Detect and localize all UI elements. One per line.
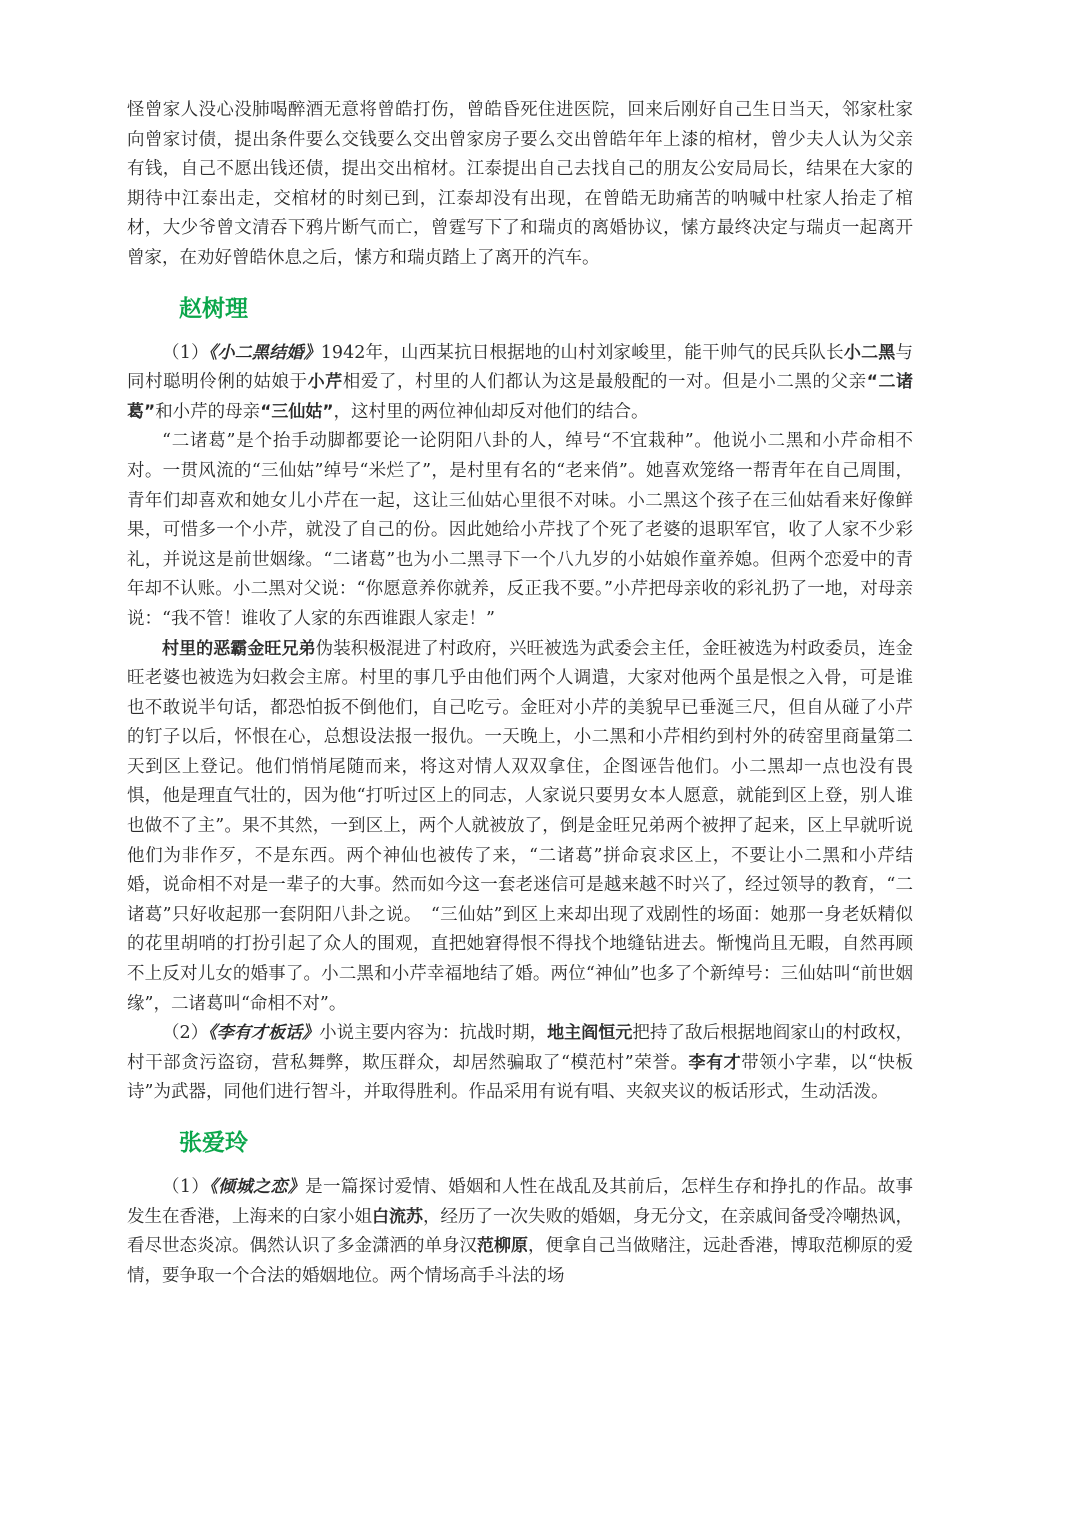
text-run: （2） [162, 1023, 209, 1044]
bold-name: 地主阎恒元 [547, 1023, 633, 1044]
text-run: ，经历了一次失败的婚姻，身无分文，在亲戚间备受冷嘲热讽，看尽世态炎凉。偶然认识了多金潇洒的单身汉 [127, 1206, 913, 1257]
paragraph-qingcheng [127, 1173, 913, 1291]
bold-title: 《倾城之恋》 [209, 1177, 306, 1197]
bold-name: 范柳原 [477, 1236, 528, 1257]
text-run: ，这村里的两位神仙却反对他们的结合。 [333, 401, 649, 422]
text-run: 与同村聪明伶俐的姑娘于 [127, 342, 914, 393]
bold-name: 白流苏 [372, 1206, 423, 1227]
text-run: 相爱了，村里的人们都认为这是最般配的一对。但是小二黑的父亲 [342, 372, 867, 393]
document-body [127, 96, 913, 1291]
bold-title: 《小二黑结婚》 [208, 342, 321, 363]
section-heading-zhang-ailing: 张爱玲 [179, 1130, 248, 1156]
text-run: 和小芹的母亲 [155, 401, 261, 422]
section-heading-zhao-shuli: 赵树理 [179, 295, 248, 322]
bold-name: 村里的恶霸金旺兄弟 [162, 638, 316, 659]
text-run: 1942年，山西某抗日根据地的山村刘家峻里，能干帅气的民兵队长 [320, 342, 844, 363]
text-run: 把持了敌后根据地阎家山的村政权，村干部贪污盗窃，营私舞弊，欺压群众，却居然骗取了“模范村”荣誉。 [127, 1023, 914, 1073]
bold-name: “二诸葛” [127, 372, 914, 422]
paragraph-jinwang [127, 635, 913, 1020]
bold-title: 《李有才板话》 [208, 1023, 320, 1044]
text-run: 带领小字辈，以“快板诗”为武器，同他们进行智斗，并取得胜利。作品采用有说有唱、夹叙夹议的板话形式，生动活泼。 [127, 1052, 913, 1103]
paragraph-xiaoerhei [127, 339, 913, 428]
bold-name: 李有才 [688, 1052, 742, 1073]
text-run: （1） [162, 342, 209, 363]
paragraph-liyoucai [127, 1019, 913, 1108]
bold-name: “三仙姑” [260, 401, 334, 422]
text-run: ，便拿自己当做赌注，远赴香港，博取范柳原的爱情，要争取一个合法的婚姻地位。两个情场高手斗法的场 [127, 1236, 913, 1286]
intro-paragraph: 怪曾家人没心没肺喝醉酒无意将曾皓打伤，曾皓昏死住进医院，回来后刚好自己生日当天，邻家杜家向曾家讨债，提出条件要么交钱要么交出曾家房子要么交出曾皓年年上漆的棺材，曾少夫人认为父亲有钱，自己不愿出钱还债，提出交出棺材。江泰提出自己去找自己的朋友公安局局长，结果在大家的期待中江泰出走，交棺材的时刻已到，江泰却没有出现，在曾皓无助痛苦的呐喊中杜家人抬走了棺材，大少爷曾文清吞下鸦片断气而亡，曾霆写下了和瑞贞的离婚协议，愫方最终决定与瑞贞一起离开曾家，在劝好曾皓休息之后，愫方和瑞贞踏上了离开的汽车。 [127, 100, 913, 268]
text-run: 伪装积极混进了村政府，兴旺被选为武委会主任，金旺被选为村政委员，连金旺老婆也被选为妇救会主席。村里的事几乎由他们两个人调遣，大家对他两个虽是恨之入骨，可是谁也不敢说半句话，都恐怕扳不倒他们，自己吃亏。金旺对小芹的美貌早已垂涎三尺，但自从碰了小芹的钉子以后，怀恨在心，总想设法报一报仇。一天晚上，小二黑和小芹相约到村外的砖窑里商量第二天到区上登记。他们悄悄尾随而来，将这对情人双双拿住，企图诬告他们。小二黑却一点也没有畏惧，他是理直气壮的，因为他“打听过区上的同志，人家说只要男女本人愿意，就能到区上登，别人谁也做不了主”。果不其然，一到区上，两个人就被放了，倒是金旺兄弟两个被押了起来，区上早就听说他们为非作歹，不是东西。两个神仙也被传了来，“二诸葛”拼命哀求区上，不要让小二黑和小芹结婚，说命相不对是一辈子的大事。然而如今这一套老迷信可是越来越不时兴了，经过领导的教育，“二诸葛”只好收起那一套阴阳八卦之说。 “三仙姑”到区上来却出现了戏剧性的场面：她那一身老妖精似的花里胡哨的打扮引起了众人的围观，直把她窘得恨不得找个地缝钻进去。惭愧尚且无暇，自然再顾不上反对儿女的婚事了。小二黑和小芹幸福地结了婚。两位“神仙”也多了个新绰号：三仙姑叫“前世姻缘”，二诸葛叫“命相不对”。 [127, 638, 914, 1014]
text-run: 小说主要内容为：抗战时期， [319, 1023, 548, 1044]
text-run: （1） [162, 1177, 210, 1197]
bold-name: 小二黑 [843, 342, 896, 363]
paragraph-erzhuge: “二诸葛”是个抬手动脚都要论一论阴阳八卦的人，绰号“不宜栽种”。他说小二黑和小芹命相不对。一贯风流的“三仙姑”绰号“米烂了”，是村里有名的“老来俏”。她喜欢笼络一帮青年在自己周围，青年们却喜欢和她女儿小芹在一起，这让三仙姑心里很不对味。小二黑这个孩子在三仙姑看来好像鲜果，可惜多一个小芹，就没了自己的份。因此她给小芹找了个死了老婆的退职军官，收了人家不少彩礼，并说这是前世姻缘。“二诸葛”也为小二黑寻下一个八九岁的小姑娘作童养媳。但两个恋爱中的青年却不认账。小二黑对父说：“你愿意养你就养，反正我不要。”小芹把母亲收的彩礼扔了一地，对母亲说：“我不管！谁收了人家的东西谁跟人家走！” [127, 431, 913, 629]
text-run: 是一篇探讨爱情、婚姻和人性在战乱及其前后，怎样生存和挣扎的作品。故事发生在香港，上海来的白家小姐 [127, 1177, 914, 1227]
bold-name: 小芹 [307, 372, 343, 393]
